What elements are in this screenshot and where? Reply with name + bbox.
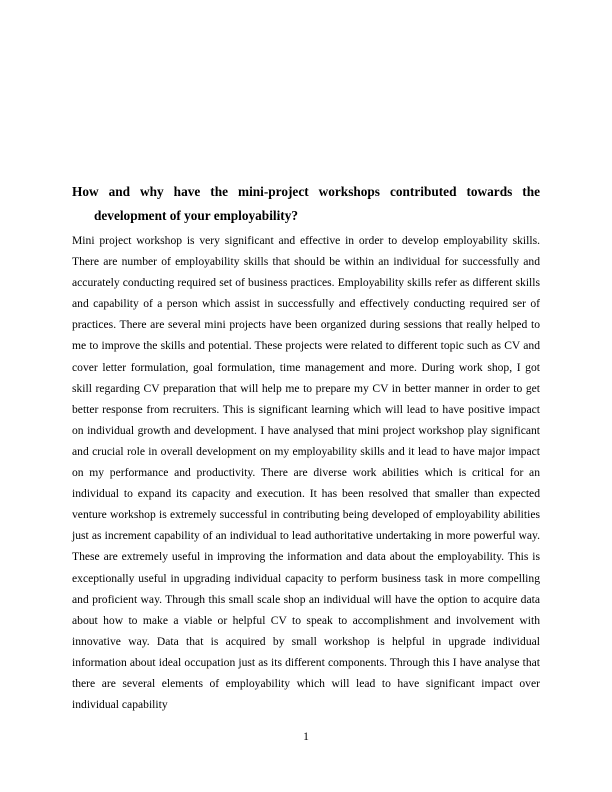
page-number: 1 [303,730,309,743]
document-content [72,180,540,715]
question-heading: How and why have the mini-project workshops contributed towards the development of your employability? [72,184,540,223]
body-paragraph: Mini project workshop is very significant and effective in order to develop employability skills. There are number of employability skills that should be within an individual for successfully and accurately conducting required set of business practices. Employability skills refer as different skills and capability of a person which assist in successfully and effectively conducting required ser of practices. There are several mini projects have been organized during sessions that really helped to me to improve the skills and potential. These projects were related to different topic such as CV and cover letter formulation, goal formulation, time management and more. During work shop, I got skill regarding CV preparation that will help me to prepare my CV in better manner in order to get better response from recruiters. This is significant learning which will lead to have positive impact on individual growth and development. I have analysed that mini project workshop play significant and crucial role in overall development on my employability skills and it lead to have major impact on my performance and productivity. There are diverse work abilities which is critical for an individual to expand its capacity and execution. It has been resolved that smaller than expected venture workshop is extremely successful in contributing being developed of employability abilities just as increment capability of an individual to lead authoritative undertaking in more powerful way. These are extremely useful in improving the information and data about the employability. This is exceptionally useful in upgrading individual capacity to perform business task in more compelling and proficient way. Through this small scale shop an individual will have the option to acquire data about how to make a viable or helpful CV to speak to accomplishment and involvement with innovative way. Data that is acquired by small workshop is helpful in upgrade individual information about ideal occupation just as its different components. Through this I have analyse that there are several elements of employability which will lead to have significant impact over individual capability [72,234,540,712]
